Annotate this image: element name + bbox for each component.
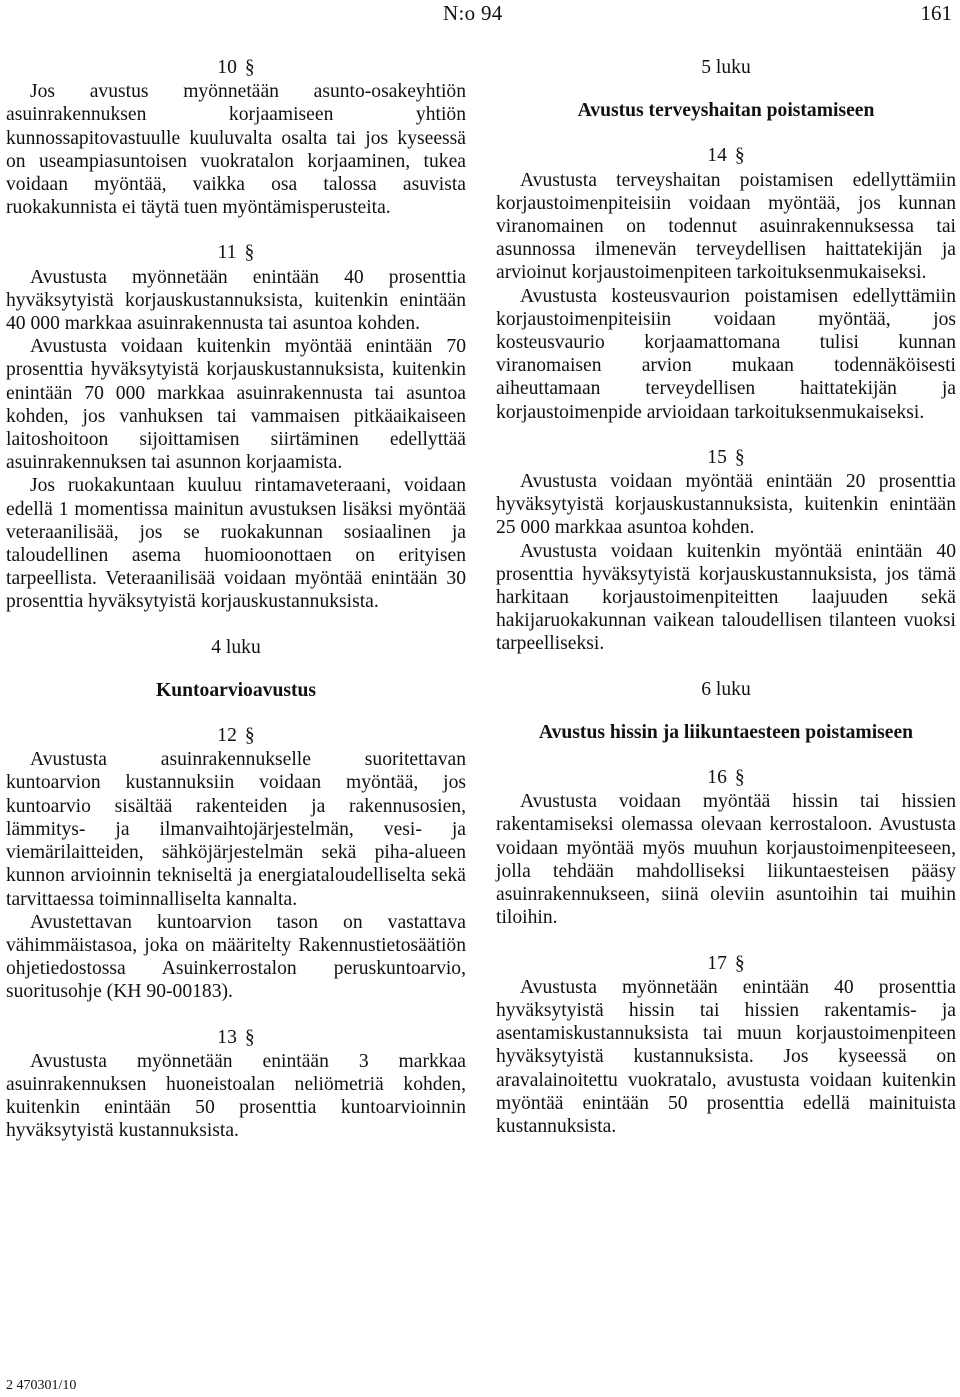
right-column [496,56,956,1138]
section-14-paragraph-1: Avustusta terveyshaitan poistamisen edellyttämiin korjaustoimenpiteisiin voidaan myöntää, jos kunnan viranomainen on todennut asuinrakennuksessa tai asunnossa ilmenevän terveydellisen haittatekijän ja arvioinut korjaustoimenpiteen tarkoituksenmukaiseksi. [496,169,956,284]
section-number: 11 [217,242,237,264]
section-number: 13 [217,1026,237,1048]
section-17-paragraph-1: Avustusta myönnetään enintään 40 prosenttia hyväksytyistä hissin tai hissien rakentamis- ja asentamiskustannuksista tai muun korjaustoimenpiteen hyväksytyistä kustannuksista. Jos kyseessä on aravalainoitettu vuokratalo, avustusta voidaan kuitenkin myöntää enintään 50 prosenttia edellä mainituista kustannuksista. [496,976,956,1137]
section-number: 15 [707,446,727,468]
section-15-paragraph-2: Avustusta voidaan kuitenkin myöntää enintään 40 prosenttia hyväksytyistä korjauskustannuksista, jos tämä harkitaan korjaustoimenpiteitten laajuuden sekä hakijaruokakunnan vaikean taloudellisen tilanteen vuoksi tarpeelliseksi. [496,540,956,655]
section-15-paragraph-1: Avustusta voidaan myöntää enintään 20 prosenttia hyväksytyistä korjauskustannuksista, kuitenkin enintään 25 000 markkaa asuntoa kohden. [496,471,956,539]
page-header [0,0,960,36]
chapter-6-label: 6 luku [701,678,751,700]
section-heading-16 [496,766,956,789]
chapter-6-title: Avustus hissin ja liikuntaesteen poistamiseen [538,721,914,743]
section-11-paragraph-1: Avustusta myönnetään enintään 40 prosenttia hyväksytyistä korjauskustannuksista, kuitenkin enintään 40 000 markkaa asuinrakennusta tai asuntoa kohden. [6,266,466,335]
section-number: 10 [217,57,237,78]
section-number: 17 [707,952,727,974]
section-sign: § [244,242,255,264]
section-sign: § [244,725,255,747]
section-12-paragraph-1: Avustusta asuinrakennukselle suoritettavan kuntoarvion kustannuksiin voidaan myöntää, jos kuntoarvio sisältää rakenteiden ja rakennusosien, lämmitys- ja ilmanvaihtojärjestelmän, vesi- ja viemärilaitteiden, sähköjärjestelmän sekä piha-alueen kunnon arvioinnin tekniseltä ja energiataloudelliselta sekä tarvittaessa toiminnalliselta kannalta. [6,749,466,910]
section-heading-13 [6,1026,466,1049]
section-sign: § [734,145,745,167]
section-heading-15 [496,446,956,469]
chapter-4-title: Kuntoarvioavustus [155,679,317,701]
statute-number: N:o 94 [443,1,503,25]
chapter-5-title: Avustus terveyshaitan poistamiseen [577,100,875,122]
section-heading-12 [6,724,466,747]
section-12-paragraph-2: Avustettavan kuntoarvion tason on vastattava vähimmäistasoa, joka on määritelty Rakennustietosäätiön ohjetiedostossa Asuinkerrostalon peruskuntoarvio, suoritusohje (KH 90-00183). [6,911,466,1003]
section-heading-11 [6,241,466,264]
section-10-paragraph-1: Jos avustus myönnetään asunto-osakeyhtiön asuinrakennuksen korjaamiseen yhtiön kunnossapitovastuulle kuuluvalta osalta tai jos kyseessä on useampiasuntoisen vuokratalon korjaaminen, tukea voidaan myöntää, vaikka osa talossa asuvista ruokakunnista ei täytä tuen myöntämisperusteita. [6,81,466,219]
section-sign: § [244,57,255,78]
section-number: 14 [707,145,727,167]
section-sign: § [734,767,745,789]
section-14-paragraph-2: Avustusta kosteusvaurion poistamisen edellyttämiin korjaustoimenpiteisiin voidaan myöntää, jos kosteusvaurio korjaamattomana tulisi kunnan viranomaisen arvion mukaan todennäköisesti aiheuttamaan terveydellisen haittatekijän ja korjaustoimenpide arvioidaan tarkoituksenmukaiseksi. [496,285,956,423]
section-sign: § [734,446,745,468]
section-number: 12 [217,725,237,747]
section-11-paragraph-2: Avustusta voidaan kuitenkin myöntää enintään 70 prosenttia hyväksytyistä korjauskustannuksista, kuitenkin enintään 70 000 markkaa asuinrakennusta tai asuntoa kohden, jos vanhuksen tai vammaisen pitkäaikaiseen laitoshoitoon sijoittamisen siirtäminen edellyttää asuinrakennuksen tai asunnon korjaamista. [6,336,466,474]
section-16-paragraph-1: Avustusta voidaan myöntää hissin tai hissien rakentamiseksi olemassa olevaan kerrostaloon. Avustusta voidaan myöntää myös muuhun korjaustoimenpiteeseen, jolla tehdään mahdolliseksi liikuntaesteisen pääsy asuinrakennukseen, siinä oleviin asuntoihin tai muihin tiloihin. [496,791,956,929]
section-heading-10 [6,56,466,79]
section-sign: § [244,1026,255,1048]
section-heading-14 [496,144,956,167]
chapter-4-label: 4 luku [211,636,261,658]
section-13-paragraph-1: Avustusta myönnetään enintään 3 markkaa asuinrakennuksen huoneistoalan neliömetriä kohden, kuitenkin enintään 50 prosenttia kuntoarvioinnin hyväksytyistä kustannuksista. [6,1050,466,1142]
chapter-5-label: 5 luku [701,57,751,78]
section-number: 16 [707,767,727,789]
section-11-paragraph-3: Jos ruokakuntaan kuuluu rintamaveteraani, voidaan edellä 1 momentissa mainitun avustuksen lisäksi myöntää veteraanilisää, jos se ruokakunnan sosiaalinen ja taloudellinen asema huomioonottaen on erityisen tarpeellista. Veteraanilisää voidaan myöntää enintään 30 prosenttia hyväksytyistä korjauskustannuksista. [6,475,466,613]
left-column [6,56,466,1143]
print-code: 2 470301/10 [6,1378,77,1393]
section-sign: § [734,952,745,974]
page-number: 161 [920,1,952,25]
section-heading-17 [496,952,956,975]
